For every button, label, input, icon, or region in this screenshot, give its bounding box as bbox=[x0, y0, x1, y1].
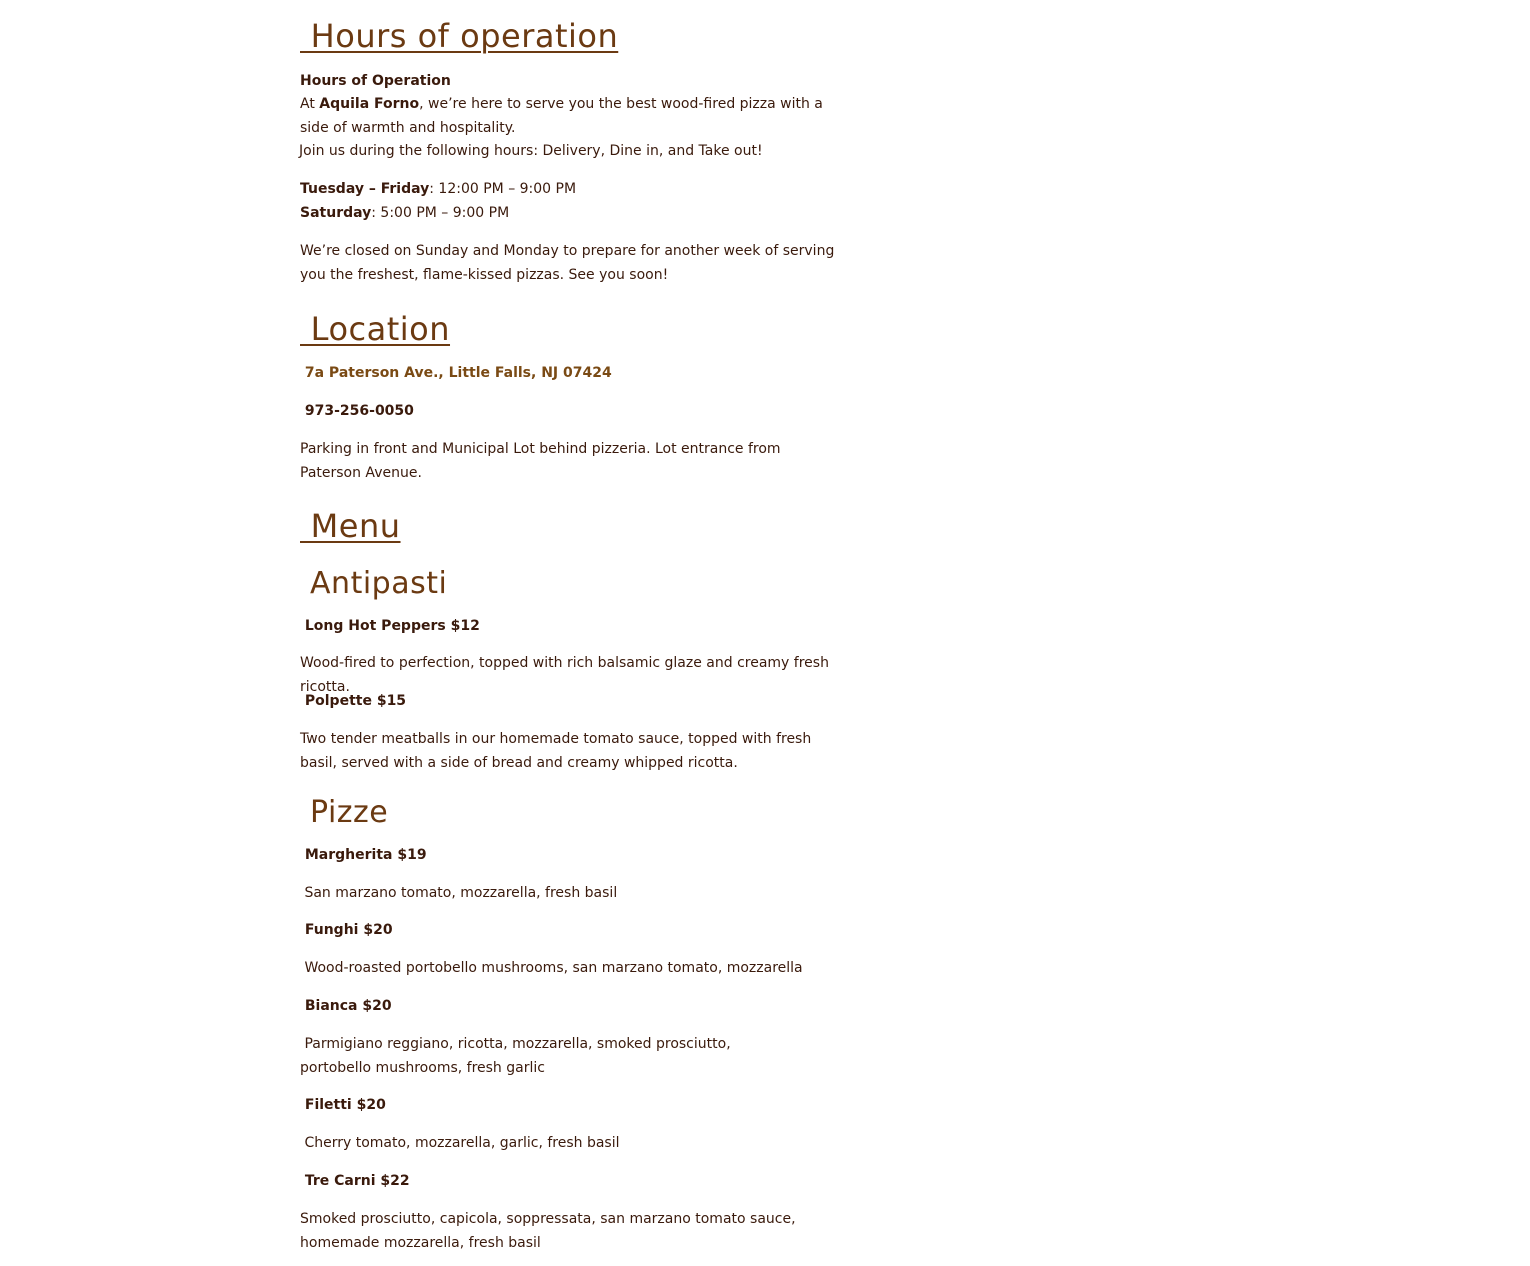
menu-item-description: Wood-fired to perfection, topped with rich balsamic glaze and creamy fresh ricotta. bbox=[300, 655, 829, 695]
menu-item-description: Parmigiano reggiano, ricotta, mozzarella, smoked prosciutto, portobello mushrooms, fresh garlic bbox=[300, 1036, 736, 1076]
location-phone[interactable]: 973-256-0050 bbox=[300, 403, 414, 419]
schedule-days: Tuesday – Friday bbox=[300, 181, 430, 197]
menu-item-name: Polpette $15 bbox=[300, 693, 407, 709]
antipasti-heading: Antipasti bbox=[300, 566, 448, 601]
schedule-row bbox=[300, 202, 509, 226]
restaurant-name: Aquila Forno bbox=[319, 96, 420, 112]
menu-item-description: Cherry tomato, mozzarella, garlic, fresh basil bbox=[300, 1135, 620, 1151]
menu-item-name: Tre Carni $22 bbox=[300, 1173, 410, 1189]
schedule-row bbox=[300, 178, 576, 202]
hours-intro-prefix: At bbox=[300, 96, 320, 112]
location-address[interactable]: 7a Paterson Ave., Little Falls, NJ 07424 bbox=[300, 365, 612, 381]
schedule-time: : 5:00 PM – 9:00 PM bbox=[371, 205, 510, 221]
menu-item-name: Margherita $19 bbox=[300, 847, 427, 863]
pizze-heading: Pizze bbox=[300, 795, 389, 830]
schedule-days: Saturday bbox=[300, 205, 372, 221]
closed-note: We’re closed on Sunday and Monday to prepare for another week of serving you the freshest, flame-kissed pizzas. See you soon! bbox=[300, 243, 835, 283]
menu-item-description: Two tender meatballs in our homemade tomato sauce, topped with fresh basil, served with a side of bread and creamy whipped ricotta. bbox=[300, 731, 812, 771]
menu-item-name: Long Hot Peppers $12 bbox=[300, 618, 480, 634]
schedule-time: : 12:00 PM – 9:00 PM bbox=[429, 181, 577, 197]
hours-heading: Hours of operation bbox=[300, 17, 619, 55]
hours-intro-suffix: , we’re here to serve you the best wood-fired pizza with a side of warmth and hospitality. bbox=[300, 96, 823, 136]
menu-item-description: San marzano tomato, mozzarella, fresh basil bbox=[300, 885, 618, 901]
hours-section bbox=[300, 8, 855, 64]
hours-intro bbox=[300, 93, 840, 140]
hours-join-line: Join us during the following hours: Delivery, Dine in, and Take out! bbox=[299, 143, 763, 159]
menu-item-name: Filetti $20 bbox=[300, 1097, 386, 1113]
parking-info: Parking in front and Municipal Lot behind pizzeria. Lot entrance from Paterson Avenue. bbox=[300, 441, 781, 481]
menu-item-description: Wood-roasted portobello mushrooms, san marzano tomato, mozzarella bbox=[300, 960, 803, 976]
menu-item-description: Smoked prosciutto, capicola, soppressata, san marzano tomato sauce, homemade mozzarella, fresh basil bbox=[300, 1211, 796, 1251]
hours-subtitle: Hours of Operation bbox=[300, 73, 451, 89]
location-heading: Location bbox=[300, 310, 451, 348]
menu-heading: Menu bbox=[300, 507, 401, 545]
menu-item-name: Bianca $20 bbox=[300, 998, 392, 1014]
menu-item-name: Funghi $20 bbox=[300, 922, 393, 938]
